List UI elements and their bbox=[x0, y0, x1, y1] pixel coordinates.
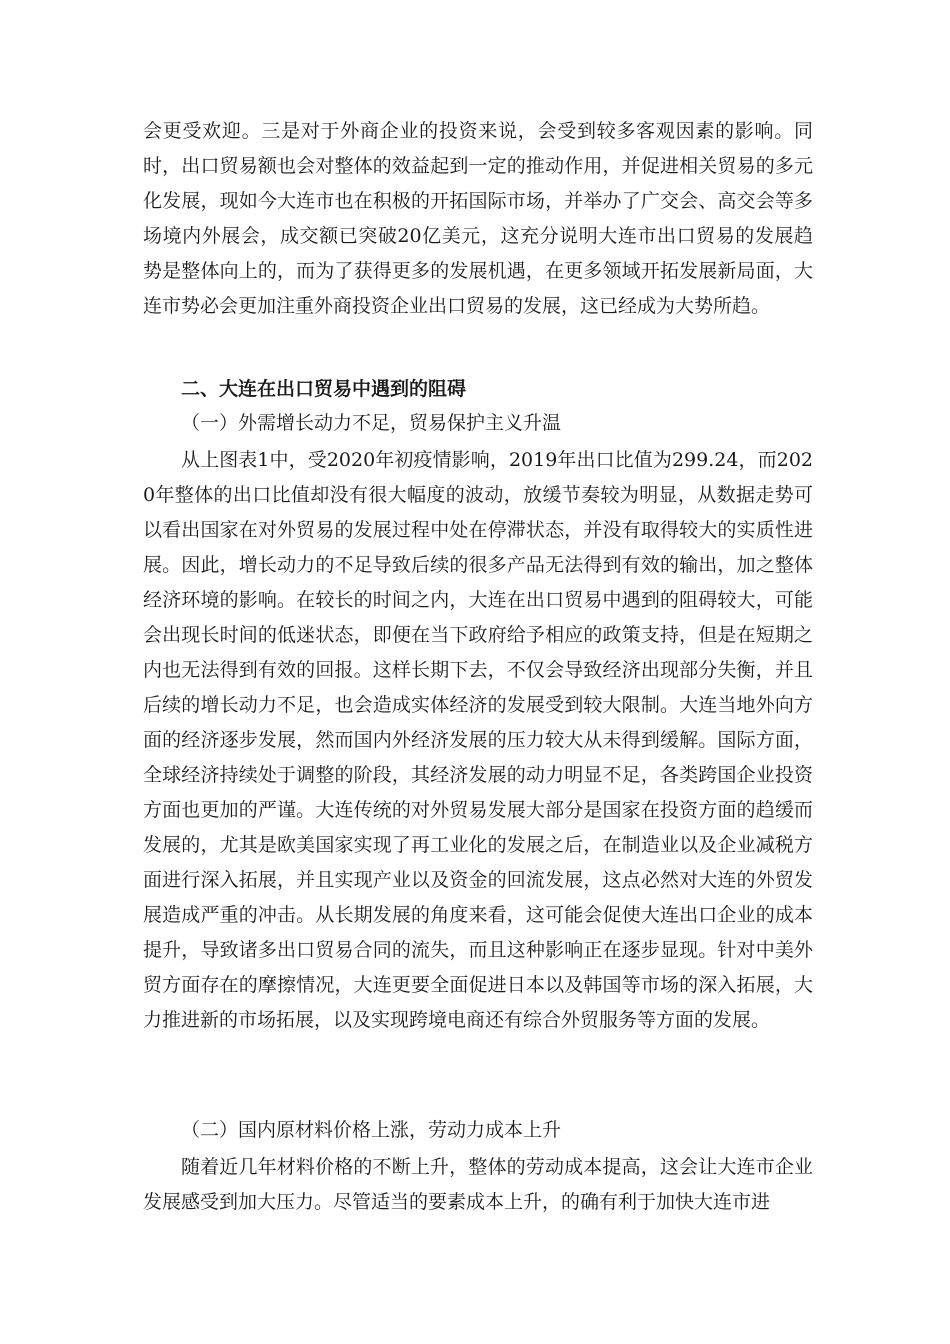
section-heading: 二、大连在出口贸易中遇到的阻碍 bbox=[181, 378, 467, 400]
paragraph-continued: 会更受欢迎。三是对于外商企业的投资来说，会受到较多客观因素的影响。同时，出口贸易额也会对整体的效益起到一定的推动作用，并促进相关贸易的多元化发展，现如今大连市也在积极的开拓国际市场，并举办了广交会、高交会等多场境内外展会，成交额已突破20亿美元，这充分说明大连市出口贸易的发展趋势是整体向上的，而为了获得更多的发展机遇，在更多领域开拓发展新局面，大连市势必会更加注重外商投资企业出口贸易的发展，这已经成为大势所趋。 bbox=[143, 120, 813, 317]
subsection-1-title: （一）外需增长动力不足，贸易保护主义升温 bbox=[181, 412, 562, 434]
subsection-2-body: 随着近几年材料价格的不断上升，整体的劳动成本提高，这会让大连市企业发展感受到加大压力。尽管适当的要素成本上升，的确有利于加快大连市进 bbox=[143, 1156, 813, 1213]
subsection-1-body: 从上图表1中，受2020年初疫情影响，2019年出口比值为299.24，而2020年整体的出口比值却没有很大幅度的波动，放缓节奏较为明显，从数据走势可以看出国家在对外贸易的发展过程中处在停滞状态，并没有取得较大的实质性进展。因此，增长动力的不足导致后续的很多产品无法得到有效的输出，加之整体经济环境的影响。在较长的时间之内，大连在出口贸易中遇到的阻碍较大，可能会出现长时间的低迷状态，即便在当下政府给予相应的政策支持，但是在短期之内也无法得到有效的回报。这样长期下去，不仅会导致经济出现部分失衡，并且后续的增长动力不足，也会造成实体经济的发展受到较大限制。大连当地外向方面的经济逐步发展，然而国内外经济发展的压力较大从未得到缓解。国际方面，全球经济持续处于调整的阶段，其经济发展的动力明显不足，各类跨国企业投资方面也更加的严谨。大连传统的对外贸易发展大部分是国家在投资方面的趋缓而发展的，尤其是欧美国家实现了再工业化的发展之后，在制造业以及企业减税方面进行深入拓展，并且实现产业以及资金的回流发展，这点必然对大连的外贸发展造成严重的冲击。从长期发展的角度来看，这可能会促使大连出口企业的成本提升，导致诸多出口贸易合同的流失，而且这种影响正在逐步显现。针对中美外贸方面存在的摩擦情况，大连更要全面促进日本以及韩国等市场的深入拓展，大力推进新的市场拓展，以及实现跨境电商还有综合外贸服务等方面的发展。 bbox=[143, 449, 813, 1031]
subsection-2-title: （二）国内原材料价格上涨，劳动力成本上升 bbox=[181, 1119, 562, 1141]
